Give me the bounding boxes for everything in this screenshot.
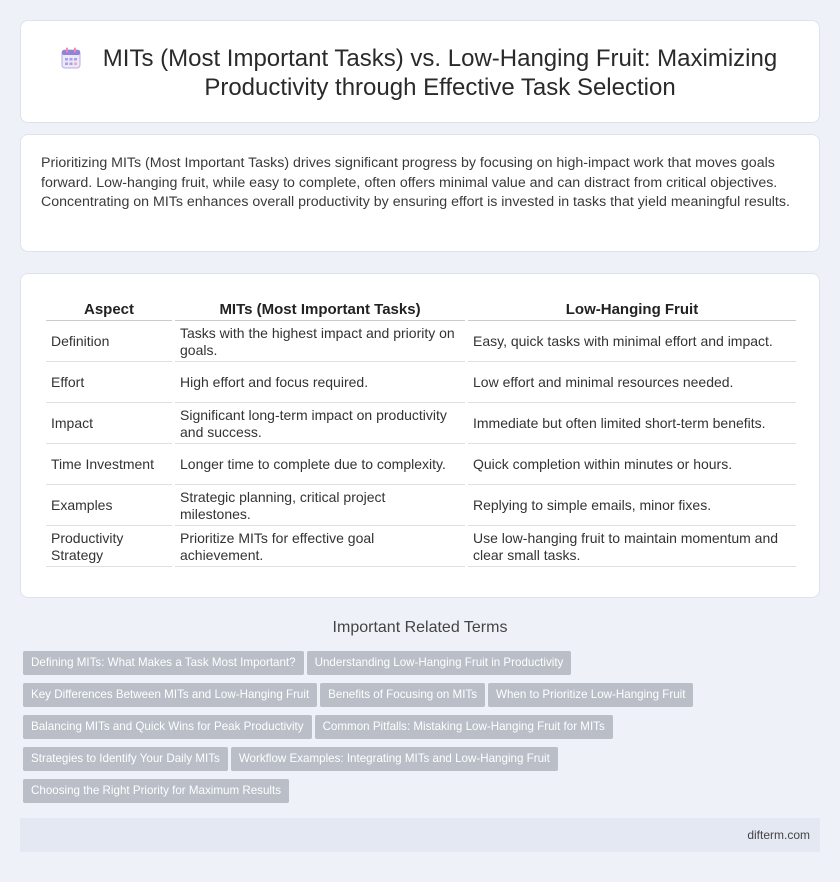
title-card bbox=[20, 20, 820, 123]
cell-aspect: Impact bbox=[46, 405, 172, 444]
related-term-tag[interactable]: Workflow Examples: Integrating MITs and Low-Hanging Fruit bbox=[231, 747, 558, 771]
cell-mits: Significant long-term impact on productivity and success. bbox=[175, 405, 465, 444]
table-row bbox=[46, 405, 796, 444]
cell-mits: High effort and focus required. bbox=[175, 364, 465, 403]
cell-aspect: Effort bbox=[46, 364, 172, 403]
comparison-table bbox=[43, 294, 799, 569]
footer-site-link[interactable]: difterm.com bbox=[747, 828, 810, 842]
intro-card bbox=[20, 134, 820, 252]
related-term-tag[interactable]: Choosing the Right Priority for Maximum Results bbox=[23, 779, 289, 803]
header-mits: MITs (Most Important Tasks) bbox=[175, 296, 465, 321]
cell-low-hanging-fruit: Replying to simple emails, minor fixes. bbox=[468, 487, 796, 526]
comparison-card bbox=[20, 273, 820, 598]
header-low-hanging-fruit: Low-Hanging Fruit bbox=[468, 296, 796, 321]
cell-mits: Tasks with the highest impact and priority on goals. bbox=[175, 323, 465, 362]
table-row bbox=[46, 364, 796, 403]
cell-low-hanging-fruit: Immediate but often limited short-term benefits. bbox=[468, 405, 796, 444]
cell-aspect: Definition bbox=[46, 323, 172, 362]
table-row bbox=[46, 487, 796, 526]
related-terms-title: Important Related Terms bbox=[332, 619, 508, 636]
cell-low-hanging-fruit: Use low-hanging fruit to maintain momentum and clear small tasks. bbox=[468, 528, 796, 567]
cell-low-hanging-fruit: Quick completion within minutes or hours. bbox=[468, 446, 796, 485]
calendar-icon bbox=[61, 47, 81, 69]
related-terms-list bbox=[23, 651, 813, 811]
cell-aspect: Examples bbox=[46, 487, 172, 526]
cell-low-hanging-fruit: Easy, quick tasks with minimal effort and impact. bbox=[468, 323, 796, 362]
cell-aspect: Time Investment bbox=[46, 446, 172, 485]
related-term-tag[interactable]: Common Pitfalls: Mistaking Low-Hanging Fruit for MITs bbox=[315, 715, 613, 739]
table-row bbox=[46, 446, 796, 485]
table-row bbox=[46, 323, 796, 362]
related-term-tag[interactable]: Defining MITs: What Makes a Task Most Important? bbox=[23, 651, 304, 675]
cell-mits: Prioritize MITs for effective goal achievement. bbox=[175, 528, 465, 567]
related-term-tag[interactable]: Key Differences Between MITs and Low-Hanging Fruit bbox=[23, 683, 317, 707]
related-term-tag[interactable]: Balancing MITs and Quick Wins for Peak Productivity bbox=[23, 715, 312, 739]
table-header-row bbox=[46, 296, 796, 321]
related-term-tag[interactable]: Strategies to Identify Your Daily MITs bbox=[23, 747, 228, 771]
related-term-tag[interactable]: Understanding Low-Hanging Fruit in Productivity bbox=[307, 651, 572, 675]
cell-aspect: Productivity Strategy bbox=[46, 528, 172, 567]
related-term-tag[interactable]: Benefits of Focusing on MITs bbox=[320, 683, 485, 707]
cell-mits: Longer time to complete due to complexity. bbox=[175, 446, 465, 485]
cell-mits: Strategic planning, critical project milestones. bbox=[175, 487, 465, 526]
page-title: MITs (Most Important Tasks) vs. Low-Hanging Fruit: Maximizing Productivity through Effective Task Selection bbox=[102, 45, 778, 101]
intro-paragraph: Prioritizing MITs (Most Important Tasks) drives significant progress by focusing on high-impact work that moves goals forward. Low-hanging fruit, while easy to complete, often offers minimal value and can distract from critical objectives. Concentrating on MITs enhances overall productivity by ensuring effort is invested in tasks that yield meaningful results. bbox=[41, 155, 790, 210]
header-aspect: Aspect bbox=[46, 296, 172, 321]
cell-low-hanging-fruit: Low effort and minimal resources needed. bbox=[468, 364, 796, 403]
table-row bbox=[46, 528, 796, 567]
footer bbox=[20, 818, 820, 852]
related-term-tag[interactable]: When to Prioritize Low-Hanging Fruit bbox=[488, 683, 693, 707]
